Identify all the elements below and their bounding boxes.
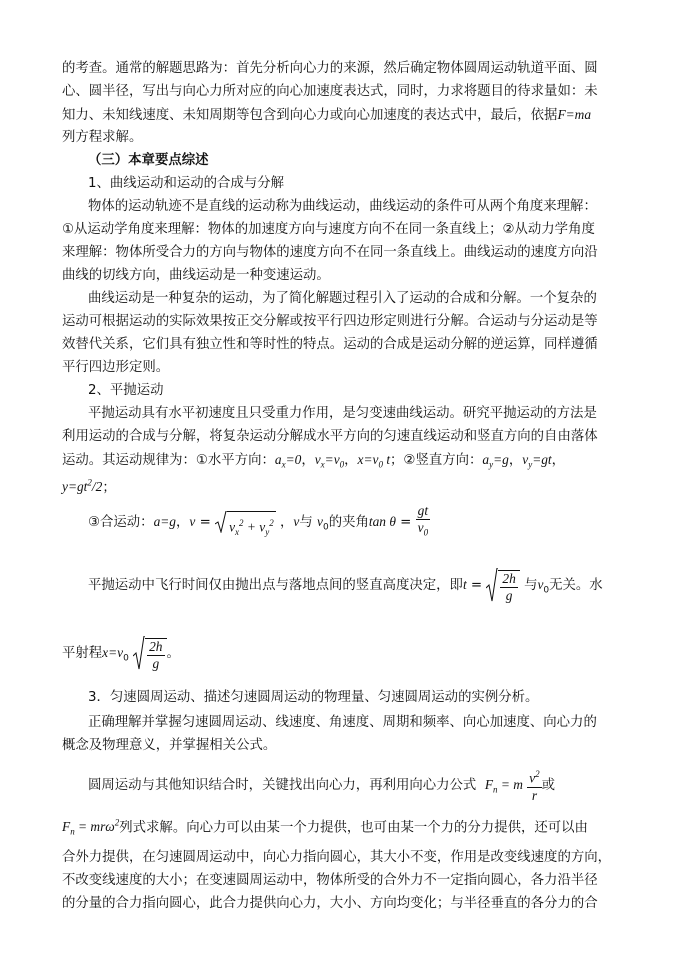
subheading-3: 3．匀速圆周运动、描述匀速圆周运动的物理量、匀速圆周运动的实例分析。 [88,690,539,705]
text-line-25: 不改变线速度的大小；在变速圆周运动中，物体所受的合外力不一定指向圆心，各力沿半径 [62,873,598,888]
sqrt-vx-vy: $v_x^2 + v_y^2$ [215,511,276,533]
text-line-2: 心、圆半径，写出与向心力所对应的向心加速度表达式，同时，力求将题目的待求量如：未 [62,84,598,99]
text-line-16: $y=gt^2/2$； [62,478,116,496]
text-line-17: ③合运动：a=g，v = $v_x^2 + v_y^2$ ，v与 $v_0$的夹角tan θ = $\frac{gt}{v_0}$ [88,502,430,542]
text-line-24: 合外力提供，在匀速圆周运动中，向心力指向圆心，其大小不变，作用是改变线速度的方向， [62,850,612,865]
text-line-4: 列方程求解。 [62,130,143,145]
text-line-26: 的分量的合力指向圆心，此合力提供向心力，大小、方向均变化；与半径垂直的各分力的合 [62,896,598,911]
text-line-14: 利用运动的合成与分解，将复杂运动分解成水平方向的匀速直线运动和竖直方向的自由落体 [62,429,598,444]
text-line-22: 圆周运动与其他知识结合时，关键找出向心力，再利用向心力公式 $F_n = m$ $\frac{v^2}{r}$ 或 [88,765,555,805]
section-heading: （三）本章要点综述 [88,153,209,168]
text-line-21: 概念及物理意义，并掌握相关公式。 [62,738,277,753]
text-line-3: 知力、未知线速度、未知周期等包含到向心力或向心加速度的表达式中，最后，依据F=ma [62,107,592,123]
text-line-23: $F_n = mr\omega^2$列式求解。向心力可以由某一个力提供，也可由某一个力的分力提供，还可以由 [62,818,588,838]
text-line-12: 平行四边形定则。 [62,360,170,375]
text-line-8: 曲线的切线方向，曲线运动是一种变速运动。 [62,268,330,283]
subheading-2: 2、平抛运动 [88,383,164,398]
text-line-9: 曲线运动是一种复杂的运动，为了简化解题过程引入了运动的合成和分解。一个复杂的 [88,291,597,306]
text-line-1: 的考查。通常的解题思路为：首先分析向心力的来源，然后确定物体圆周运动轨道平面、圆 [62,61,598,76]
text-line-18: 平抛运动中飞行时间仅由抛出点与落地点间的竖直高度决定，即t = $\frac{2h}{g}$ 与$v_0$无关。水 [88,565,603,605]
text-line-10: 运动可根据运动的实际效果按正交分解或按平行四边形定则进行分解。合运动与分运动是等 [62,314,598,329]
text-line-20: 正确理解并掌握匀速圆周运动、线速度、角速度、周期和频率、向心加速度、向心力的 [88,715,597,730]
text-line-5: 物体的运动轨迹不是直线的运动称为曲线运动，曲线运动的条件可从两个角度来理解： [88,199,597,214]
text-line-6: ①从运动学角度来理解：物体的加速度方向与速度方向不在同一条直线上；②从动力学角度 [62,222,595,237]
text-line-7: 来理解：物体所受合力的方向与物体的速度方向不在同一条直线上。曲线运动的速度方向沿 [62,245,598,260]
text-line-13: 平抛运动具有水平初速度且只受重力作用，是匀变速曲线运动。研究平抛运动的方法是 [88,406,597,421]
text-line-15: 运动。其运动规律为：①水平方向：$a_x=0$，$v_x=v_0$，$x=v_0$ t；②竖直方向：$a_y=g$，$v_y=gt$， [62,452,566,470]
text-line-11: 效替代关系，它们具有独立性和等时性的特点。运动的合成是运动分解的逆运算，同样遵循 [62,337,598,352]
text-line-19: 平射程$x=v_0$ $\frac{2h}{g}$ 。 [62,633,180,673]
subheading-1: 1、曲线运动和运动的合成与分解 [88,176,284,191]
